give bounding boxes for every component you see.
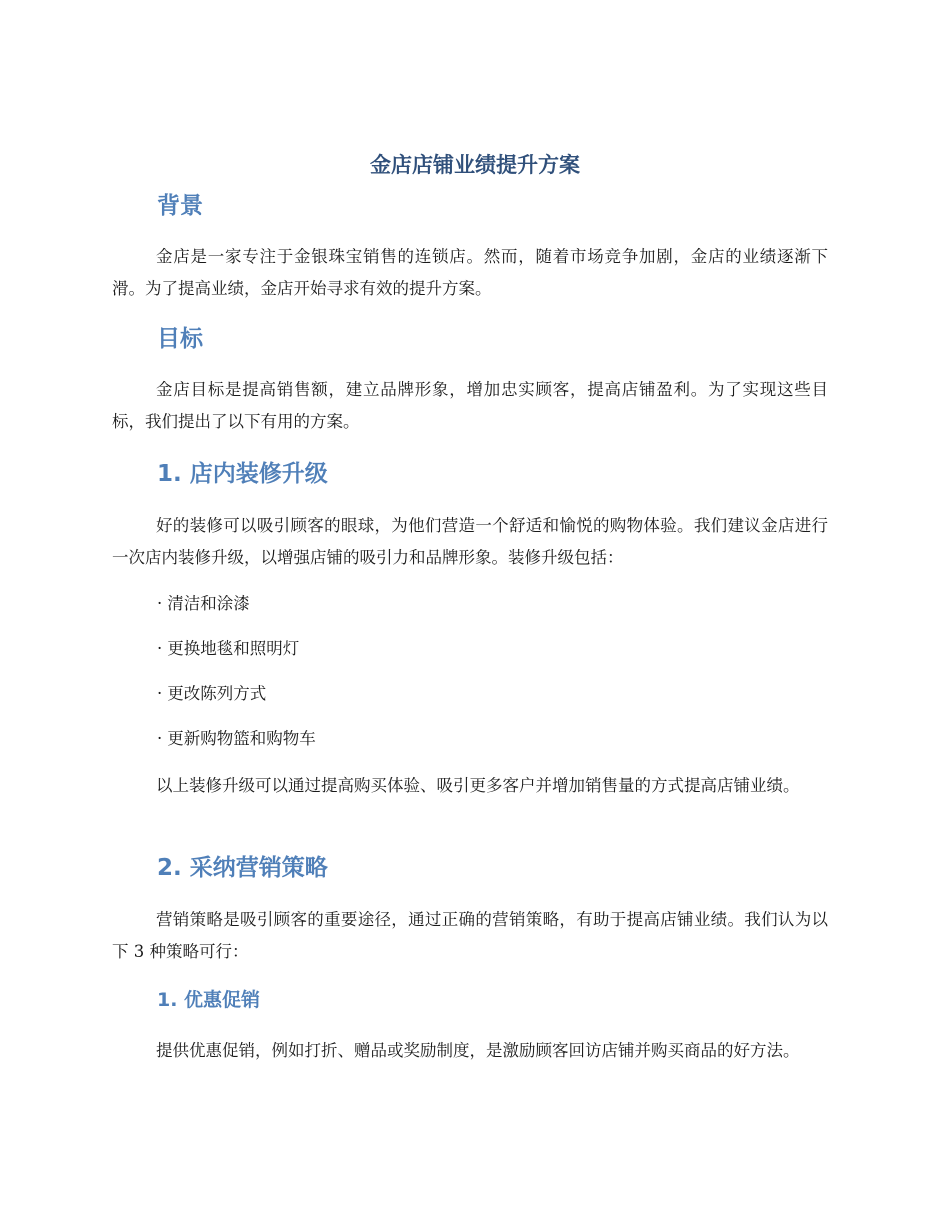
bullet-icon: · — [157, 639, 163, 658]
heading-background: 背景 — [157, 193, 203, 219]
paragraph-background: 金店是一家专注于金银珠宝销售的连锁店。然而，随着市场竞争加剧，金店的业绩逐渐下滑。为了提高业绩，金店开始寻求有效的提升方案。 — [112, 247, 828, 298]
list-item-label: 更新购物篮和购物车 — [167, 729, 316, 748]
paragraph-goal: 金店目标是提高销售额，建立品牌形象，增加忠实顾客，提高店铺盈利。为了实现这些目标，我们提出了以下有用的方案。 — [112, 380, 828, 431]
heading-renovation: 1. 店内装修升级 — [157, 461, 328, 487]
document-title: 金店店铺业绩提升方案 — [370, 153, 580, 177]
bullet-icon: · — [157, 684, 163, 703]
list-item — [157, 724, 316, 754]
subheading-promotion: 1. 优惠促销 — [157, 989, 261, 1011]
bullet-icon: · — [157, 594, 163, 613]
list-item-label: 更换地毯和照明灯 — [167, 639, 300, 658]
list-item-label: 清洁和涂漆 — [167, 594, 250, 613]
heading-marketing: 2. 采纳营销策略 — [157, 855, 328, 881]
paragraph-renovation-conclusion: 以上装修升级可以通过提高购买体验、吸引更多客户并增加销售量的方式提高店铺业绩。 — [156, 776, 800, 795]
list-item — [157, 634, 299, 664]
list-item — [157, 679, 266, 709]
list-item — [157, 589, 250, 619]
heading-goal: 目标 — [157, 326, 203, 352]
bullet-icon: · — [157, 729, 163, 748]
list-item-label: 更改陈列方式 — [167, 684, 267, 703]
paragraph-marketing-intro: 营销策略是吸引顾客的重要途径，通过正确的营销策略，有助于提高店铺业绩。我们认为以下 3 种策略可行： — [112, 910, 828, 961]
paragraph-promotion: 提供优惠促销，例如打折、赠品或奖励制度，是激励顾客回访店铺并购买商品的好方法。 — [156, 1041, 800, 1060]
paragraph-renovation-intro: 好的装修可以吸引顾客的眼球，为他们营造一个舒适和愉悦的购物体验。我们建议金店进行一次店内装修升级，以增强店铺的吸引力和品牌形象。装修升级包括： — [112, 516, 828, 567]
